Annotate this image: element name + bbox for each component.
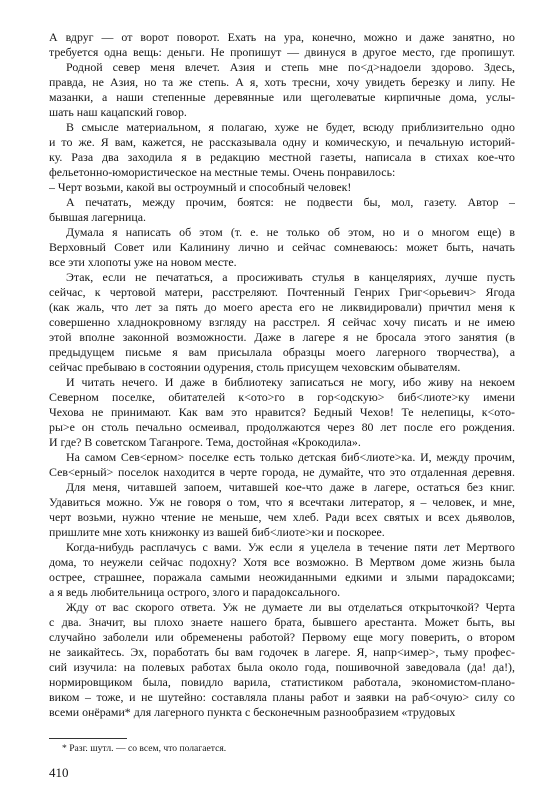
text-line: совершенно хладнокровному взгляду на расстрел. Я сейчас хочу писать и не имею	[49, 315, 515, 329]
page-number: 410	[49, 765, 69, 780]
text-line: – Черт возьми, какой вы остроумный и способный человек!	[49, 180, 352, 194]
text-line: и то же. Я вам, кажется, не рассказывала одну и комическую, и печальную историй-	[49, 135, 515, 149]
text-line: Сев<ерный> поселок находится в черте города, не думайте, что это отдаленная деревня.	[49, 465, 515, 479]
text-line: Когда-нибудь расплачусь с вами. Уж если я уцелела в течение пяти лет Мертвого	[66, 540, 515, 554]
text-line: нормировщиком была, повидло варила, статистиком работала, экономистом-плано-	[49, 675, 515, 689]
text-line: требуется одна вещь: деньги. Не пропишут — двинуся в другое место, где пропишут.	[49, 45, 515, 59]
text-line: с два. Значит, вы плохо знаете нашего брата, бывшего арестанта. Может быть, вы	[49, 615, 515, 629]
footnote-rule	[49, 738, 127, 739]
text-line: Для меня, читавшей запоем, читавшей кое-что даже в лагере, остаться без книг.	[66, 480, 515, 494]
text-line: не заикайтесь. Эх, поработать бы вам годочек в лагере. Я, напр<имер>, тьму профес-	[49, 645, 515, 659]
text-line: Верховный Совет или Калинину лично и сейчас сомневаюсь: может быть, начать	[49, 240, 515, 254]
text-line: А вдруг — от ворот поворот. Ехать на ура, конечно, можно и даже занятно, но	[49, 30, 515, 44]
text-line: всеми онёрами* для лагерного пункта с бесконечным разнообразием «трудовых	[49, 705, 456, 719]
text-line: Чехова не принимают. Как вам это нравится? Бедный Чехов! Те нелепицы, к<ото-	[49, 405, 515, 419]
text-line: Жду от вас скорого ответа. Уж не думаете ли вы отделаться открыточкой? Черта	[66, 600, 515, 614]
text-line: Родной север меня влечет. Азия и степь мне по<д>надоели здорово. Здесь,	[66, 60, 515, 74]
text-line: Думала я написать об этом (т. е. не только об этом, но и о многом еще) в	[66, 225, 515, 239]
text-line: мазанки, а наши степенные деревянные или щеголеватые кирпичные дома, услы-	[49, 90, 515, 104]
text-line: И где? В советском Таганроге. Тема, достойная «Крокодила».	[49, 435, 361, 449]
text-line: черт возьми, нужно чтение не меньше, чем хлеб. Ради всех святых и всех дьяволов,	[49, 510, 515, 524]
text-line: В смысле материальном, я полагаю, хуже не будет, всюду приблизительно одно	[66, 120, 515, 134]
text-line: фельетонно-юмористическое на местные темы. Очень понравилось:	[49, 165, 396, 179]
footnote: * Разг. шутл. — со всем, что полагается.	[62, 743, 227, 754]
text-line: бывшая лагерница.	[49, 210, 147, 224]
text-line: (как жаль, что лет за пять до моего ареста его не ликвидировали) причтил меня к	[49, 300, 515, 314]
text-line: а я ведь любительница острого, злого и парадоксального.	[49, 585, 341, 599]
text-line: шать наш кацапский говор.	[49, 105, 187, 119]
text-line: На самом Сев<ерном> поселке есть только детская биб<лиоте>ка. И, между прочим,	[66, 450, 515, 464]
text-line: этой вполне законной возможности. Даже в лагере я не бросала этого занятия (в	[49, 330, 515, 344]
text-line: все эти хлопоты уже на новом месте.	[49, 255, 237, 269]
text-line: сейчас пребываю в состоянии одурения, столь присущем чеховским обывателям.	[49, 360, 461, 374]
text-line: правда, не Азия, но та же степь. А я, хоть тресни, хочу увидеть березку и липу. Не	[49, 75, 515, 89]
text-line: ры>е он столь печально осмеивал, продолжаются через 80 лет после его рождения.	[49, 420, 515, 434]
text-line: А печатать, между прочим, боятся: не подвести бы, мол, газету. Автор –	[66, 195, 515, 209]
text-line: И читать нечего. И даже в библиотеку записаться не могу, ибо живу на некоем	[66, 375, 515, 389]
text-line: Северном поселке, обитателей к<ото>го в гор<одскую> биб<лиоте>ку имени	[49, 390, 515, 404]
text-line: виком – тоже, и не шутейно: составляла планы работ и заявки на раб<очую> силу со	[49, 690, 515, 704]
text-line: случайно заболели или обременены работой? Первому еще могу поверить, о втором	[49, 630, 515, 644]
text-line: ку. Раза два заходила я в редакцию местной газеты, написала в стихах кое-что	[49, 150, 515, 164]
text-line: пришлите мне хоть книжонку из вашей биб<лиоте>ки и поскорее.	[49, 525, 385, 539]
text-line: Этак, если не печататься, а просиживать стулья в канцеляриях, лучше пусть	[66, 270, 515, 284]
text-line: Удавиться можно. Уж не говоря о том, что я всечтаки литератор, я – человек, и мне,	[49, 495, 515, 509]
text-line: сий изучила: на полевых работах была около года, пошивочной заведовала (да! да!),	[49, 660, 515, 674]
text-line: предыдущем письме я вам присылала образцы моего лагерного творчества), а	[49, 345, 515, 359]
text-line: острее, страшнее, поражала самыми неожиданными едкими и злыми парадоксами;	[49, 570, 515, 584]
text-line: сейчас, к чертовой матери, расстреляют. Почтенный Генрих Григ<орьевич> Ягода	[49, 285, 515, 299]
text-line: дома, то неужели сейчас подохну? Хотя все возможно. В Мертвом доме жизнь была	[49, 555, 515, 569]
